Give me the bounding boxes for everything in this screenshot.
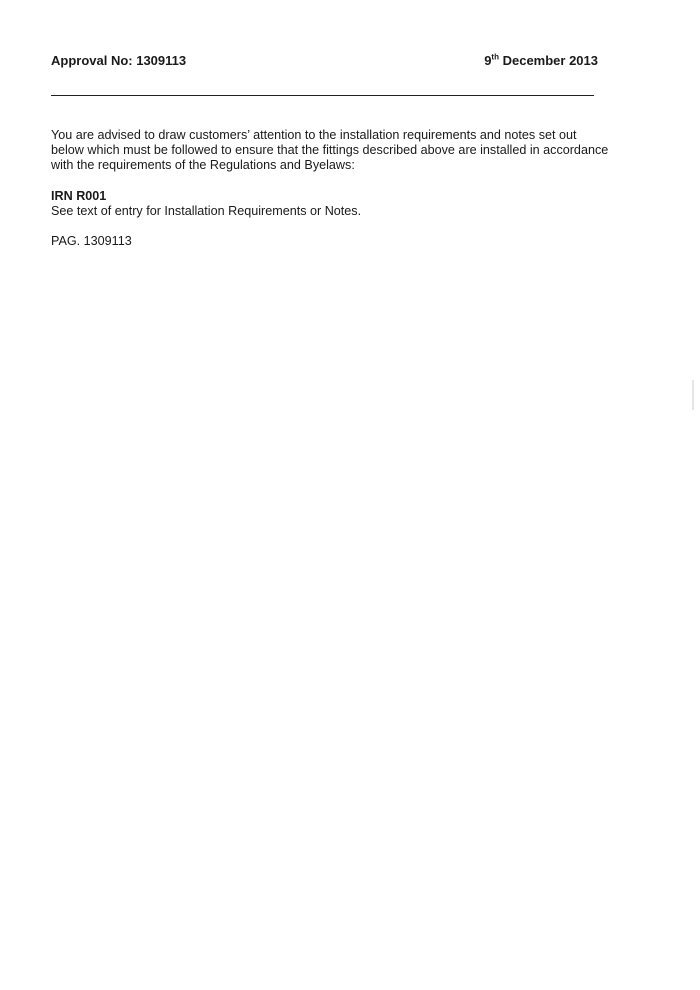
scan-edge-mark [692, 380, 694, 410]
date-month-year: December 2013 [498, 53, 598, 68]
approval-number: Approval No: 1309113 [51, 53, 187, 68]
header-divider [51, 95, 594, 96]
pag-reference: PAG. 1309113 [51, 234, 132, 248]
document-body [51, 128, 611, 249]
date-ordinal-suffix: th [491, 52, 499, 62]
date-day: 9 [484, 53, 492, 68]
document-header [51, 51, 598, 71]
document-date [484, 53, 598, 68]
intro-paragraph: You are advised to draw customers’ attention to the installation requirements and notes set out below which must be followed to ensure that the fittings described above are installed in accordance with the requirements of the Regulations and Byelaws: [51, 128, 609, 172]
irn-heading: IRN R001 [51, 189, 107, 203]
irn-description: See text of entry for Installation Requirements or Notes. [51, 204, 362, 218]
